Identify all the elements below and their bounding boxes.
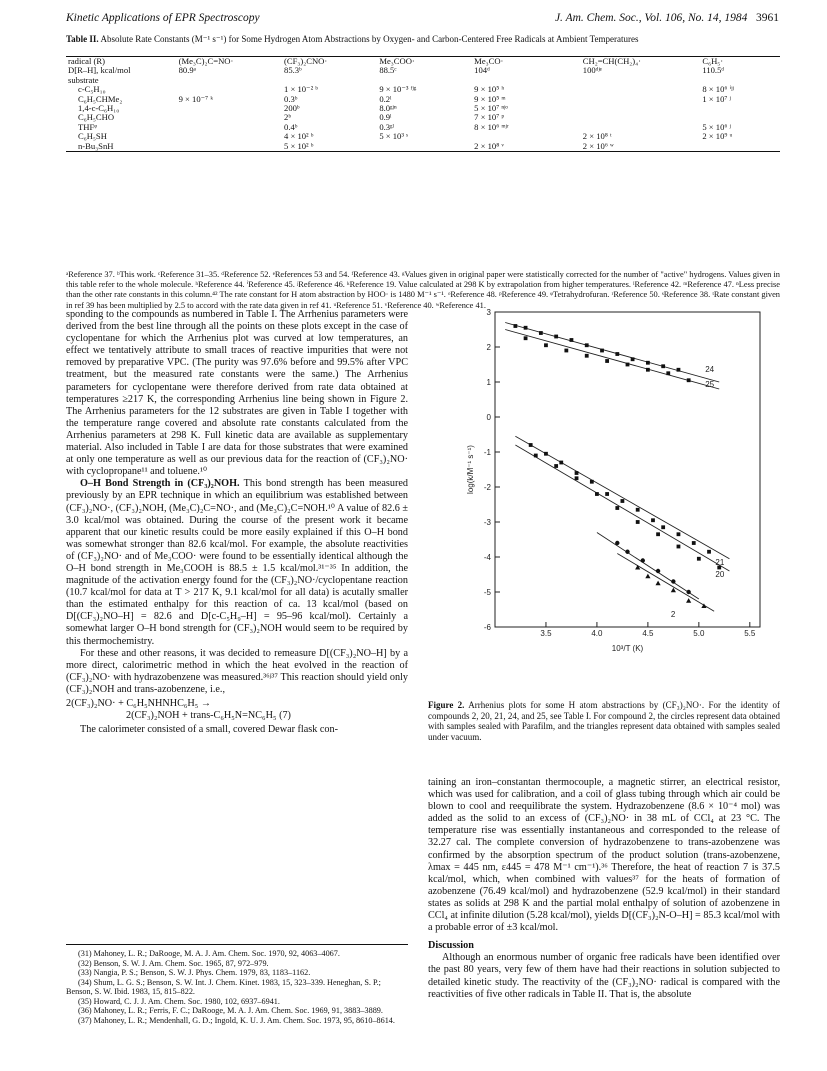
paragraph bbox=[66, 478, 408, 647]
table-row bbox=[66, 132, 780, 141]
fit-line bbox=[597, 533, 699, 600]
data-point bbox=[677, 368, 681, 372]
table-cell: (CF₃)₂CNO· bbox=[282, 57, 377, 67]
data-point bbox=[636, 508, 640, 512]
table-cell: 9 × 10⁵ ʰ bbox=[474, 84, 505, 95]
data-point bbox=[631, 357, 635, 361]
data-point-circle bbox=[641, 558, 645, 562]
table-label: Table II. bbox=[66, 34, 99, 44]
data-point bbox=[529, 443, 533, 447]
y-tick-label: 2 bbox=[486, 343, 491, 352]
table-cell: 100ᵈʲᵉ bbox=[582, 65, 602, 76]
data-point bbox=[575, 476, 579, 480]
table-cell: 5 × 10² ᵇ bbox=[282, 142, 377, 152]
y-axis-label: log(k/M⁻¹ s⁻¹) bbox=[466, 445, 475, 494]
y-tick-label: -3 bbox=[483, 518, 491, 527]
data-point bbox=[544, 343, 548, 347]
y-tick-label: -1 bbox=[483, 448, 491, 457]
data-point-circle bbox=[656, 569, 660, 573]
table-cell: 2 × 10⁹ ᵘ bbox=[702, 131, 733, 142]
x-tick-label: 3.5 bbox=[540, 629, 552, 638]
table-cell bbox=[177, 142, 282, 152]
table-row bbox=[66, 66, 780, 75]
equation bbox=[66, 698, 408, 722]
table-cell: 8 × 10⁶ ⁱʲʲ bbox=[702, 84, 734, 95]
figure-caption bbox=[428, 700, 780, 742]
table-cell bbox=[177, 123, 282, 132]
y-tick-label: 1 bbox=[486, 378, 491, 387]
reference-item: (33) Nangia, P. S.; Benson, S. W. J. Phys. Chem. 1979, 83, 1183–1162. bbox=[78, 968, 311, 977]
data-point bbox=[544, 452, 548, 456]
data-point bbox=[646, 368, 650, 372]
data-point bbox=[585, 354, 589, 358]
data-point bbox=[570, 338, 574, 342]
table-cell: 2 × 10⁸ ᵛ bbox=[472, 142, 581, 152]
y-tick-label: 3 bbox=[486, 308, 491, 317]
table-row bbox=[66, 113, 780, 122]
table-cell: 5 × 10⁷ ⁿʲᵒ bbox=[474, 103, 508, 114]
data-point bbox=[590, 480, 594, 484]
data-point bbox=[539, 331, 543, 335]
data-point bbox=[697, 557, 701, 561]
journal-name: J. Am. Chem. Soc., bbox=[554, 12, 642, 24]
data-point-circle bbox=[615, 541, 619, 545]
reference-item: (36) Mahoney, L. R.; Ferris, F. C.; DaRooge, M. A. J. Am. Chem. Soc. 1969, 91, 3883–3889. bbox=[78, 1006, 383, 1015]
table-cell bbox=[700, 104, 780, 113]
data-point bbox=[524, 336, 528, 340]
table-cell: Me₃CO· bbox=[472, 57, 581, 67]
data-point bbox=[651, 518, 655, 522]
table-caption bbox=[66, 34, 776, 45]
x-tick-label: 4.5 bbox=[642, 629, 654, 638]
y-tick-label: -4 bbox=[483, 553, 491, 562]
y-tick-label: 0 bbox=[486, 413, 491, 422]
data-point bbox=[677, 532, 681, 536]
data-point bbox=[534, 454, 538, 458]
table-cell: 2 × 10⁶ ʷ bbox=[581, 142, 701, 152]
arrhenius-plot bbox=[440, 306, 780, 676]
table-row bbox=[66, 104, 780, 113]
row-header-cell: 1,4-c-C₆H₁₀ bbox=[78, 103, 120, 114]
table-cell: 2ᵇ bbox=[284, 112, 291, 123]
reference-item: (35) Howard, C. J. J. Am. Chem. Soc. 1980, 102, 6937–6941. bbox=[78, 996, 280, 1006]
table-cell bbox=[377, 142, 472, 152]
figure-2 bbox=[440, 306, 780, 676]
data-point bbox=[692, 541, 696, 545]
row-header-cell: C₆H₅CHO bbox=[78, 112, 115, 123]
table-cell: CH₂=CH(CH₂)₄· bbox=[581, 57, 701, 67]
data-point bbox=[575, 471, 579, 475]
y-tick-label: -5 bbox=[483, 588, 491, 597]
table-cell: 8 × 10⁶ ᵐʲʳ bbox=[474, 121, 509, 132]
data-point bbox=[559, 461, 563, 465]
data-point bbox=[646, 361, 650, 365]
table-row bbox=[66, 85, 780, 94]
table-cell: 7 × 10⁷ ᵖ bbox=[474, 112, 505, 123]
data-point bbox=[554, 464, 558, 468]
paragraph-text: This bond strength has been measured previously by an EPR technique in which an equilibrium was established between (CF₃)₂NO·, (CF₃)₂NOH, (Me₃C)₂C=NO·, and (Me₃C)₂C=NOH.¹⁰ A value of 82.6 ± 3.0 kcal/mol was obtained. During the course of the present work it became apparent that our kinetic results could be more easily explained if this O–H bond was somewhat stronger than 82.6 kcal/mol. For example, the absolute reactivities of (CF₃)₂NO· and of Me₃COO· were found to be essentially identical although the O–H bond strength in Me₃COOH is 88.5 ± 1.5 kcal/mol.³¹⁻³⁵ In addition, the magnitude of the activation energy found for the (CF₃)₂NO·/cyclopentane reaction (10.7 kcal/mol for data at T > 217 K, 9.1 kcal/mol for all data) is acutally smaller than the estimated enthalpy for this reaction of ca. 13 kcal/mol (based on D[(CF₃)₂NO–H] = 82.6 and D[c-C₅H₉–H] = 95–96 kcal/mol). Certainly a somewhat larger O–H bond strength for (CF₃)₂NOH would seem to be required by this thermochemistry. bbox=[66, 478, 408, 647]
table-footnotes: ᵃReference 37. ᵇThis work. ᶜReference 31–35. ᵈReference 52. ᵉReferences 53 and 54. ᶠReference 43. ᵍValues given in original paper were statistically corrected for the number of "active" hydrogens. Values given in this table refer to the whole molecule. ʰReference 44. ⁱReference 45. ʲReference 46. ᵏReference 19. Value calculated at 298 K by extrapolation from higher temperatures. ˡReference 42. ᵐReference 47. ⁿLess precise than the other rate constants in this column.⁴² The rate constant for H atom abstraction by HOO· is 1480 M⁻¹ s⁻¹. ᵒReference 48. ᵖReference 49. ᵠTetrahydrofuran. ʳReference 50. ˢReference 38. ᵗRate constant given in ref 39 has been multiplied by 2.5 to accord with the rate data given in ref 41. ᵘReference 51. ᵛReference 40. ʷReference 41. bbox=[66, 270, 780, 310]
table-cell: 1 × 10⁻² ᵇ bbox=[284, 84, 318, 95]
table-cell: 104ᵈ bbox=[474, 65, 490, 76]
data-point bbox=[661, 364, 665, 368]
page-number: 3961 bbox=[756, 12, 779, 24]
table-cell: 8.0ᵍʲⁿ bbox=[379, 103, 397, 114]
data-point bbox=[524, 326, 528, 330]
data-point bbox=[666, 371, 670, 375]
table-cell: 9 × 10⁻³ ᶠʲᵍ bbox=[379, 84, 417, 95]
row-header-cell: C₆H₅SH bbox=[78, 131, 107, 142]
reference-item: (37) Mahoney, L. R.; Mendenhall, G. D.; Ingold, K. U. J. Am. Chem. Soc. 1973, 95, 8610–8614. bbox=[78, 1015, 395, 1025]
data-point bbox=[615, 506, 619, 510]
paragraph: taining an iron–constantan thermocouple, a magnetic stirrer, an electrical resistor, which was used for calibration, and a coil of glass tubing through which air could be blown to cool and reequilibrate the system. Hydrazobenzene (8.6 × 10⁻⁴ mol) was added as the solid to an excess of (CF₃)₂NO· in 38 mL of CCl₄ at 23 °C. The temperature rise was essentially instantaneous and corresponded to the release of 32.27 cal. The complete conversion of hydrazobenzene to trans-azobenzene was confirmed by the absorption spectrum of the product solution (trans-azobenzene, λmax = 445 nm, ε445 = 478 M⁻¹ cm⁻¹).³⁶ Therefore, the heat of reaction 7 is 37.5 kcal/mol, which, when combined with values³⁷ for the heats of formation of azobenzene (76.49 kcal/mol) and hydrazobenzene (52.9 kcal/mol) in their standard states as solids at 298 K and the partial molal enthalpy of solution of azobenzene in CCl₄ at infinite dilution (5.28 kcal/mol), yields D[(CF₃)₂N-O–H] = 85.3 kcal/mol with a probable error of ±3 kcal/mol. bbox=[428, 777, 780, 934]
x-axis-label: 10³/T (K) bbox=[611, 644, 644, 653]
table-cell: 0.4ᵇ bbox=[284, 121, 298, 132]
data-point bbox=[656, 532, 660, 536]
data-point bbox=[595, 492, 599, 496]
table-cell: 9 × 10⁻⁷ ᵏ bbox=[178, 93, 214, 104]
data-point bbox=[513, 324, 517, 328]
data-point bbox=[605, 492, 609, 496]
reference-item: (31) Mahoney, L. R.; DaRooge, M. A. J. Am. Chem. Soc. 1970, 92, 4063–4067. bbox=[78, 949, 340, 958]
volume-info: Vol. 106, No. 14, 1984 bbox=[644, 12, 748, 24]
reference-item: (34) Shum, L. G. S.; Benson, S. W. Int. J. Chem. Kinet. 1983, 15, 323–339. Heneghan, S. P.; Benson, S. W. Ibid. 1983, 15, 815–822. bbox=[66, 977, 381, 996]
data-point bbox=[564, 349, 568, 353]
fit-line bbox=[505, 323, 719, 383]
data-point bbox=[707, 550, 711, 554]
data-point-circle bbox=[671, 579, 675, 583]
data-point bbox=[605, 359, 609, 363]
data-point bbox=[661, 525, 665, 529]
row-header-cell: C₆H₅CHMe₂ bbox=[78, 93, 123, 104]
figure-label: Figure 2. bbox=[428, 700, 465, 710]
rate-constants-table bbox=[66, 56, 780, 152]
table-cell bbox=[700, 142, 780, 152]
equation-line: 2(CF₃)₂NO· + C₆H₅NHNHC₆H₅ → bbox=[66, 698, 212, 709]
data-point-circle bbox=[686, 590, 690, 594]
table-cell: C₆H₅· bbox=[700, 57, 780, 67]
table-cell: 0.3ᵇ bbox=[284, 93, 298, 104]
equation-line: 2(CF₃)₂NOH + trans-C₆H₅N=NC₆H₅ (7) bbox=[126, 710, 291, 722]
table-cell: 0.2ˡ bbox=[379, 93, 392, 104]
x-tick-label: 5.5 bbox=[744, 629, 756, 638]
data-point bbox=[677, 545, 681, 549]
references-list bbox=[66, 944, 408, 1025]
table-cell: 9 × 10⁵ ᵐ bbox=[474, 93, 506, 104]
data-point bbox=[600, 349, 604, 353]
line-label: 25 bbox=[705, 380, 715, 389]
figure-caption-text: Arrhenius plots for some H atom abstractions by (CF₃)₂NO·. For the identity of compounds 2, 20, 21, 24, and 25, see Table I. For compound 2, the circles represent data obtained with samples sealed with Parafilm, and the triangles represent data obtained with samples sealed under vacuum. bbox=[428, 700, 780, 742]
table-cell: 0.9ˡ bbox=[379, 112, 392, 123]
plot-frame bbox=[495, 312, 760, 627]
data-point bbox=[626, 363, 630, 367]
table-cell: 80.9ᵃ bbox=[178, 65, 196, 76]
data-point bbox=[687, 378, 691, 382]
data-point bbox=[621, 499, 625, 503]
fit-line bbox=[515, 445, 729, 571]
table-cell bbox=[581, 104, 701, 113]
table-cell: 85.3ᵇ bbox=[284, 65, 302, 76]
table-cell: 5 × 10⁶ ʲ bbox=[702, 121, 731, 132]
left-column-text bbox=[66, 309, 408, 736]
table-cell bbox=[177, 113, 282, 122]
line-label: 2 bbox=[670, 610, 676, 619]
table-row bbox=[66, 76, 780, 85]
data-point bbox=[636, 520, 640, 524]
data-point-triangle bbox=[655, 581, 660, 586]
data-point bbox=[554, 335, 558, 339]
x-tick-label: 5.0 bbox=[693, 629, 705, 638]
running-header-journal bbox=[555, 12, 779, 24]
paragraph: The calorimeter consisted of a small, covered Dewar flask con- bbox=[80, 724, 338, 736]
paragraph: Although an enormous number of organic free radicals have been identified over the past 80 years, very few of them have had their reactions in solution subjected to detailed kinetic study. The reactivity of the (CF₃)₂NO· radical is compared with the reactivities of five other radicals in Table II. That is, the absolute bbox=[428, 952, 780, 1000]
y-tick-label: -6 bbox=[483, 623, 491, 632]
table-cell bbox=[581, 95, 701, 104]
table-cell: 200ᵇ bbox=[284, 103, 300, 114]
data-point bbox=[585, 343, 589, 347]
y-tick-label: -2 bbox=[483, 483, 491, 492]
table-cell: 4 × 10² ᵇ bbox=[284, 131, 314, 142]
data-point-circle bbox=[625, 550, 629, 554]
table-cell: 2 × 10⁸ ᵗ bbox=[582, 131, 612, 142]
table-cell bbox=[177, 132, 282, 141]
data-point bbox=[615, 352, 619, 356]
right-column-text bbox=[428, 777, 780, 1001]
line-label: 20 bbox=[715, 570, 725, 579]
table-cell bbox=[177, 104, 282, 113]
fit-line bbox=[617, 554, 714, 612]
running-header-title: Kinetic Applications of EPR Spectroscopy bbox=[66, 12, 260, 24]
x-tick-label: 4.0 bbox=[591, 629, 603, 638]
table-cell: 1 × 10⁷ ʲ bbox=[702, 93, 731, 104]
line-label: 21 bbox=[715, 557, 725, 567]
table-caption-text: Absolute Rate Constants (M⁻¹ s⁻¹) for Some Hydrogen Atom Abstractions by Oxygen- and Carbon-Centered Free Radicals at Ambient Temperatures bbox=[100, 34, 639, 44]
reference-item: (32) Benson, S. W. J. Am. Chem. Soc. 1965, 87, 972–979. bbox=[78, 958, 269, 968]
row-header-cell: THFᵠ bbox=[78, 121, 98, 132]
substrate-label: substrate bbox=[68, 74, 99, 85]
table-row bbox=[66, 95, 780, 104]
table-row bbox=[66, 57, 780, 67]
section-heading: O–H Bond Strength in (CF₃)₂NOH. bbox=[80, 478, 240, 490]
table-cell: 5 × 10³ ˢ bbox=[379, 131, 408, 142]
section-heading: Discussion bbox=[428, 940, 474, 952]
data-point-triangle bbox=[686, 598, 691, 603]
table-cell bbox=[581, 85, 701, 94]
table-cell: (Me₃C)₂C=NO· bbox=[177, 57, 282, 67]
data-point-triangle bbox=[645, 574, 650, 579]
paragraph: For these and other reasons, it was decided to remeasure D[(CF₃)₂NO–H] by a more direct, calorimetric method in which the heat evolved in the reaction of (CF₃)₂NO· with hydrazobenzene was measured.³⁶ʲ³⁷ This reaction should yield only (CF₃)₂NOH and trans-azobenzene, i.e., bbox=[66, 647, 408, 695]
line-label: 24 bbox=[705, 365, 715, 374]
row-header-cell: c-C₅H₁₀ bbox=[78, 84, 106, 95]
row-header-cell: D[R–H], kcal/mol bbox=[68, 65, 131, 76]
table-row bbox=[66, 123, 780, 132]
table-cell bbox=[581, 113, 701, 122]
table-cell: 0.3ᵍˡ bbox=[379, 121, 395, 132]
row-header-cell: radical (R) bbox=[66, 57, 177, 67]
table-cell: 88.5ᶜ bbox=[379, 65, 397, 76]
table-row bbox=[66, 142, 780, 152]
table-cell: 110.5ᵈ bbox=[702, 65, 725, 76]
row-header-cell: n-Bu₃SnH bbox=[66, 142, 177, 152]
table-cell: Me₃COO· bbox=[377, 57, 472, 67]
paragraph: sponding to the compounds as numbered in Table I. The Arrhenius parameters were derived from the best line through all the points on these plots except in the case of cyclopentane for which the Arrhenius plot was curved at low temperatures, an effect we tentatively attribute to small traces of reactive impurities that were not removed by preparative VPC. (The purity was 97.6% before and 99.5% after VPC treatment, but the measured rate constants were the same.) The Arrhenius parameters for cyclopentane were therefore derived from rate data obtained at temperatures ≥217 K, the corresponding Arrhenius line being shown in Figure 2. The Arrhenius parameters for the 12 substrates are given in Table I together with the temperature range covered and absolute rate constants calculated from the Arrhenius parameters at 298 K. Full kinetic data are available as supplementary material. Also included in Table I are data for those substrates that were examined at only one temperature as well as our previous data for the reaction of (CF₃)₂NO· with cyclopropane¹¹ and toluene.¹⁰ bbox=[66, 309, 408, 478]
